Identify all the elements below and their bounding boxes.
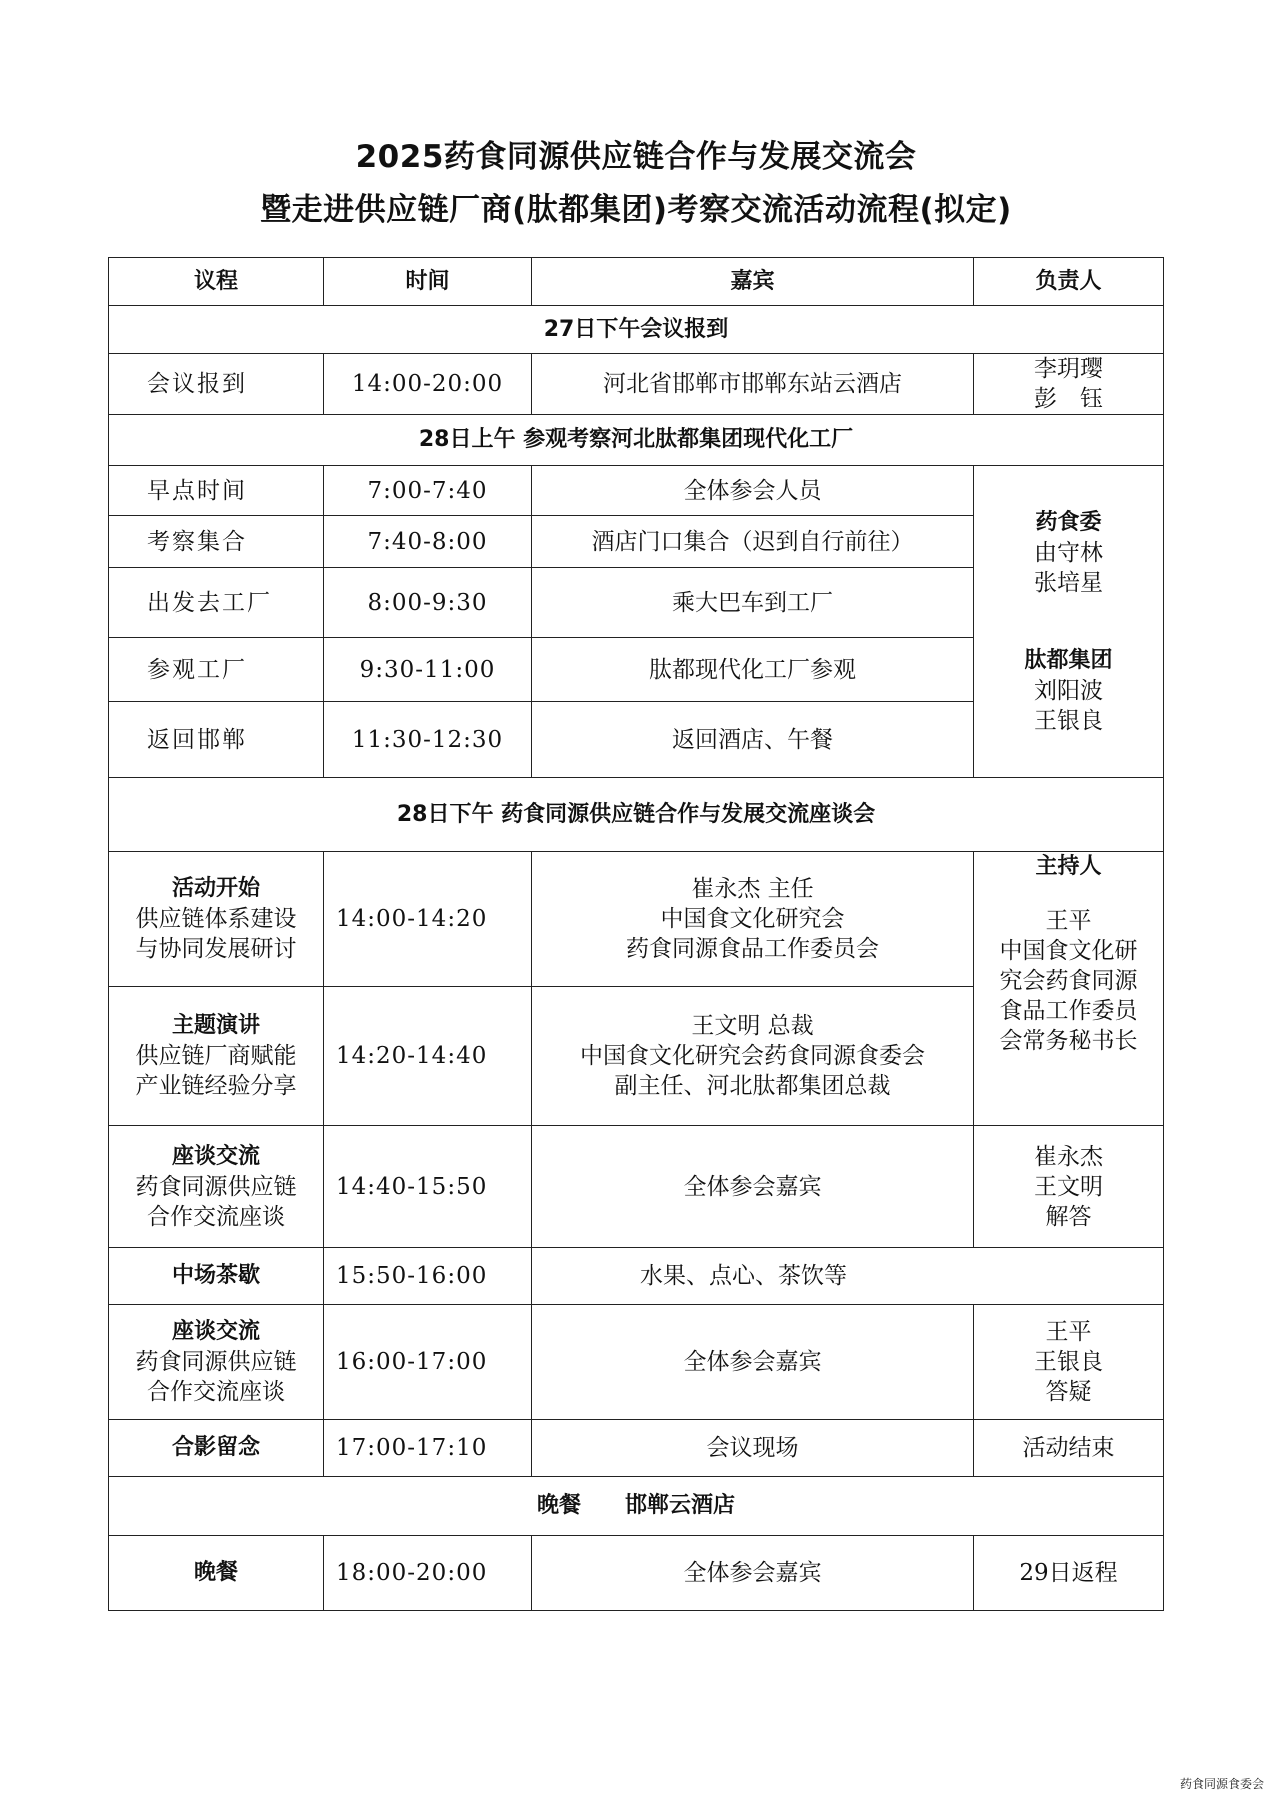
time-cell: 7:00-7:40 (324, 466, 532, 516)
host-desc: 会常务秘书长 (999, 1028, 1138, 1054)
agenda-cell (109, 852, 324, 987)
agenda-cell: 返回邯郸 (109, 702, 324, 778)
header-guest: 嘉宾 (532, 258, 974, 306)
document-title-line-2: 暨走进供应链厂商(肽都集团)考察交流活动流程(拟定) (260, 192, 1012, 228)
table-row (109, 1126, 1164, 1248)
time-cell: 17:00-17:10 (324, 1420, 532, 1477)
table-row (109, 1305, 1164, 1420)
agenda-subtitle: 与协同发展研讨 (135, 936, 297, 962)
host-desc: 食品工作委员 (999, 998, 1138, 1024)
section-row (109, 1477, 1164, 1536)
section-title: 晚餐 邯郸云酒店 (109, 1477, 1164, 1536)
header-time: 时间 (324, 258, 532, 306)
agenda-title: 合影留念 (109, 1420, 324, 1477)
agenda-title: 座谈交流 (171, 1319, 260, 1344)
agenda-subtitle: 合作交流座谈 (147, 1379, 285, 1405)
agenda-cell (109, 1305, 324, 1420)
time-cell: 7:40-8:00 (324, 516, 532, 568)
guest-line: 中国食文化研究会药食同源食委会 (580, 1043, 925, 1069)
agenda-cell: 早点时间 (109, 466, 324, 516)
owner-name: 王平 (1045, 1319, 1092, 1345)
owner-name: 崔永杰 (1034, 1143, 1103, 1170)
agenda-subtitle: 产业链经验分享 (135, 1073, 297, 1099)
time-cell: 14:20-14:40 (324, 987, 532, 1126)
owner-name: 王银良 (1034, 707, 1103, 734)
guest-cell: 全体参会人员 (532, 466, 974, 516)
agenda-title: 主题演讲 (171, 1013, 260, 1038)
header-owner: 负责人 (974, 258, 1164, 306)
guest-line: 崔永杰 主任 (691, 876, 814, 902)
time-cell: 14:00-14:20 (324, 852, 532, 987)
agenda-subtitle: 合作交流座谈 (147, 1203, 285, 1230)
table-row (109, 1536, 1164, 1611)
section-title: 28日上午 参观考察河北肽都集团现代化工厂 (109, 415, 1164, 466)
owner-note: 解答 (1045, 1203, 1092, 1230)
time-cell: 14:40-15:50 (324, 1126, 532, 1248)
guest-cell: 返回酒店、午餐 (532, 702, 974, 778)
table-row (109, 1248, 1164, 1305)
agenda-subtitle: 药食同源供应链 (135, 1349, 297, 1375)
table-row (109, 466, 1164, 516)
section-title: 28日下午 药食同源供应链合作与发展交流座谈会 (109, 778, 1164, 852)
agenda-subtitle: 药食同源供应链 (135, 1173, 297, 1200)
time-cell: 16:00-17:00 (324, 1305, 532, 1420)
owner-cell: 29日返程 (974, 1536, 1164, 1611)
owner-cell (974, 1305, 1164, 1420)
section-title: 27日下午会议报到 (109, 306, 1164, 354)
owner-group-label: 药食委 (1035, 509, 1102, 535)
guest-cell: 全体参会嘉宾 (532, 1126, 974, 1248)
host-cell (974, 852, 1164, 1126)
owner-name: 王文明 (1034, 1173, 1103, 1200)
document-title-line-1: 2025药食同源供应链合作与发展交流会 (355, 139, 917, 175)
owner-name: 王银良 (1034, 1349, 1103, 1375)
time-cell: 8:00-9:30 (324, 568, 532, 638)
owner-note: 答疑 (1045, 1379, 1092, 1405)
guest-cell: 全体参会嘉宾 (532, 1536, 974, 1611)
owner-name: 彭 钰 (1034, 386, 1103, 412)
time-cell: 11:30-12:30 (324, 702, 532, 778)
time-cell: 9:30-11:00 (324, 638, 532, 702)
owner-name: 由守林 (1034, 539, 1103, 566)
guest-cell (532, 987, 974, 1126)
section-row (109, 306, 1164, 354)
agenda-cell: 考察集合 (109, 516, 324, 568)
owner-name: 张培星 (1034, 569, 1103, 596)
agenda-title: 活动开始 (171, 876, 260, 901)
agenda-subtitle: 供应链体系建设 (135, 906, 297, 932)
guest-line: 药食同源食品工作委员会 (626, 936, 879, 962)
host-desc: 究会药食同源 (999, 968, 1138, 994)
guest-cell: 全体参会嘉宾 (532, 1305, 974, 1420)
owner-cell: 活动结束 (974, 1420, 1164, 1477)
header-agenda: 议程 (109, 258, 324, 306)
agenda-cell: 会议报到 (109, 354, 324, 415)
guest-line: 副主任、河北肽都集团总裁 (614, 1073, 891, 1099)
owner-cell (974, 354, 1164, 415)
guest-cell: 河北省邯郸市邯郸东站云酒店 (532, 354, 974, 415)
guest-cell: 乘大巴车到工厂 (532, 568, 974, 638)
time-cell: 15:50-16:00 (324, 1248, 532, 1305)
time-cell: 14:00-20:00 (324, 354, 532, 415)
owner-name: 刘阳波 (1034, 677, 1103, 704)
guest-cell: 水果、点心、茶饮等 (532, 1248, 1164, 1305)
table-header-row (109, 258, 1164, 306)
footer-organizer: 药食同源食委会 (1179, 1777, 1264, 1791)
agenda-title: 中场茶歇 (109, 1248, 324, 1305)
owner-cell (974, 466, 1164, 778)
time-cell: 18:00-20:00 (324, 1536, 532, 1611)
guest-cell: 会议现场 (532, 1420, 974, 1477)
host-name: 王平 (1045, 908, 1092, 934)
agenda-cell (109, 1126, 324, 1248)
guest-cell: 酒店门口集合（迟到自行前往） (532, 516, 974, 568)
owner-group-label: 肽都集团 (1024, 647, 1113, 673)
section-row (109, 415, 1164, 466)
guest-line: 中国食文化研究会 (660, 906, 845, 932)
host-desc: 中国食文化研 (999, 938, 1138, 964)
agenda-cell: 参观工厂 (109, 638, 324, 702)
guest-line: 王文明 总裁 (691, 1013, 814, 1039)
guest-cell (532, 852, 974, 987)
host-label: 主持人 (1035, 854, 1102, 879)
table-row (109, 1420, 1164, 1477)
agenda-cell (109, 987, 324, 1126)
guest-cell: 肽都现代化工厂参观 (532, 638, 974, 702)
owner-cell (974, 1126, 1164, 1248)
schedule-table (108, 257, 1164, 1611)
table-row (109, 354, 1164, 415)
agenda-cell: 出发去工厂 (109, 568, 324, 638)
section-row (109, 778, 1164, 852)
owner-name: 李玥璎 (1034, 356, 1103, 382)
table-row (109, 852, 1164, 987)
agenda-title: 晚餐 (109, 1536, 324, 1611)
agenda-subtitle: 供应链厂商赋能 (135, 1043, 297, 1069)
agenda-title: 座谈交流 (171, 1143, 260, 1169)
